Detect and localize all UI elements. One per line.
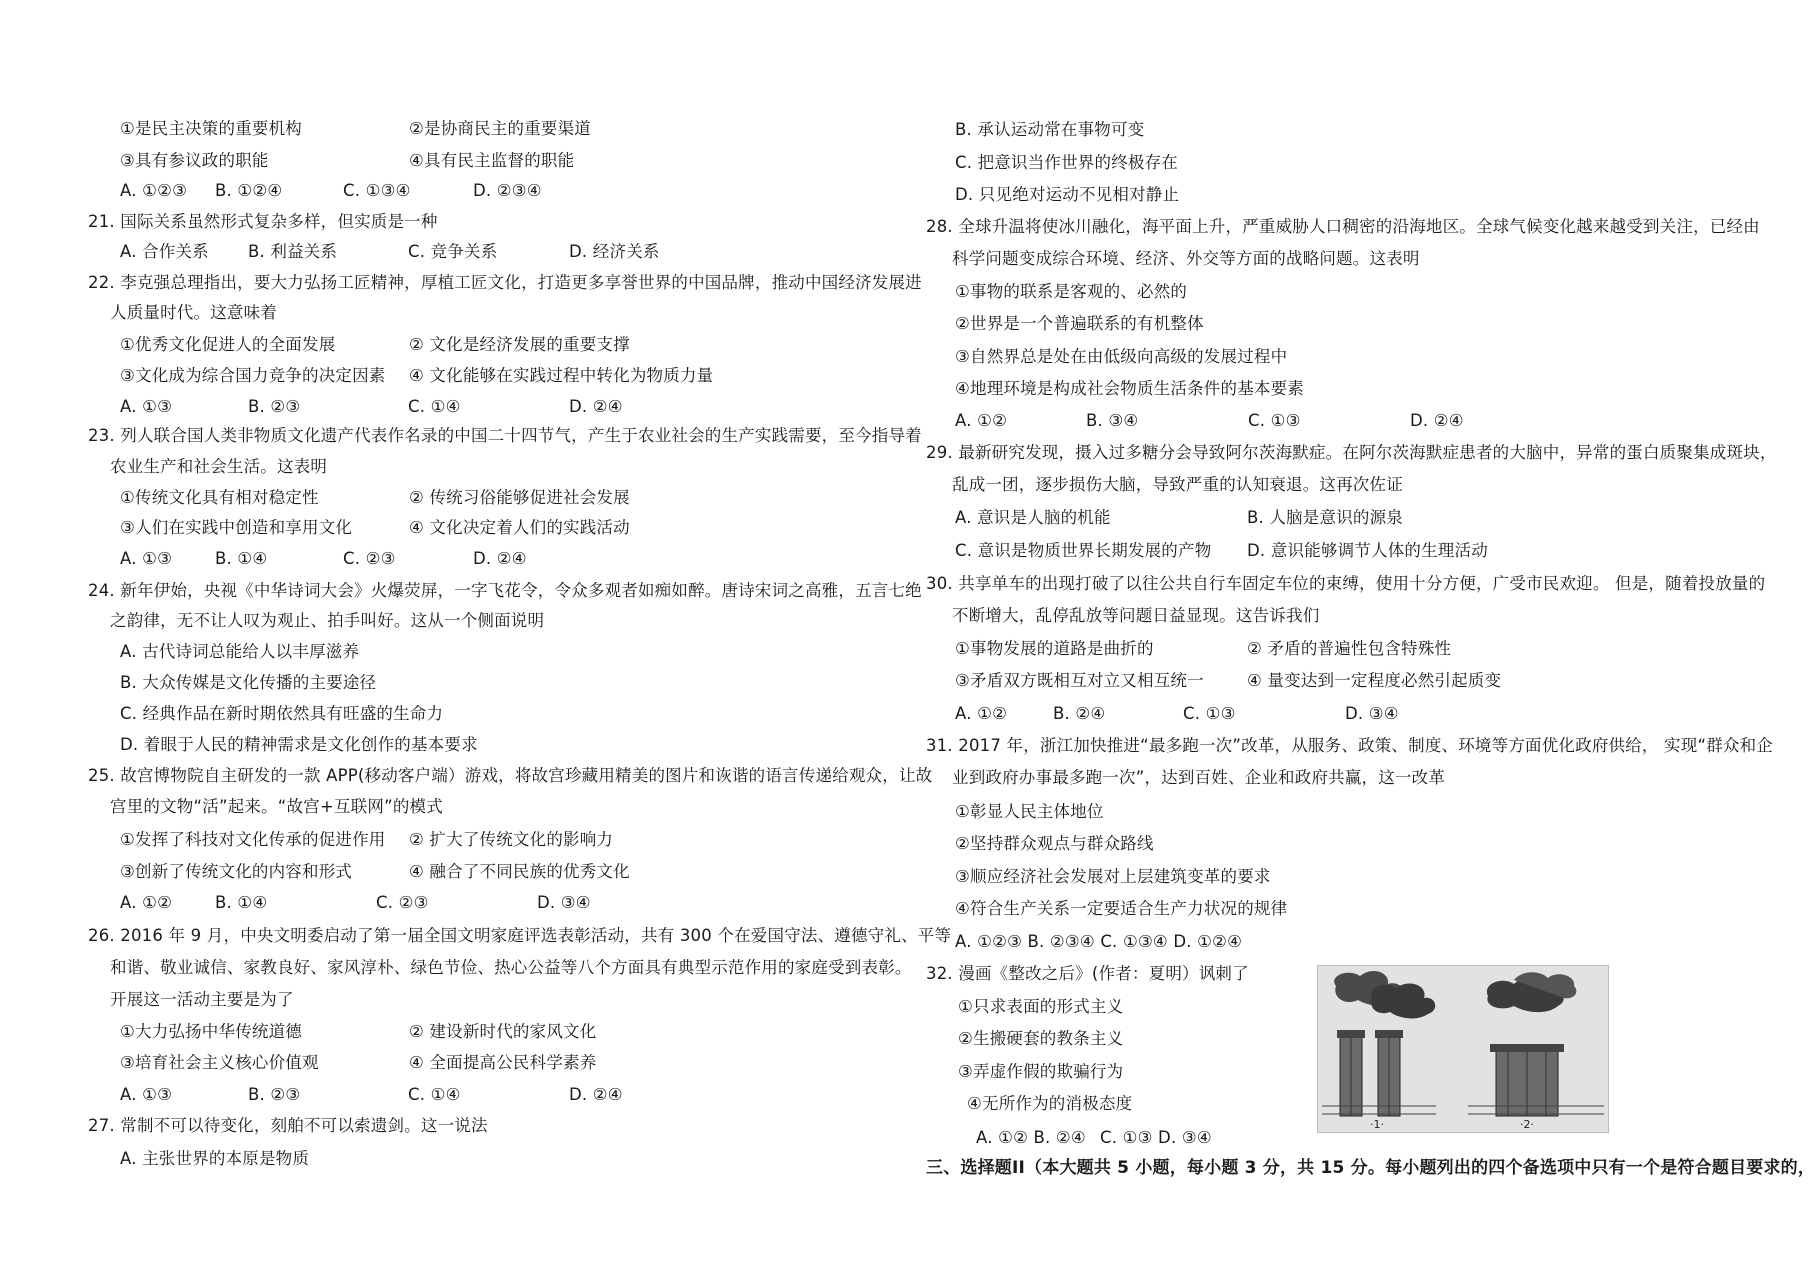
option-line: ③弄虚作假的欺骗行为 — [958, 1062, 1124, 1081]
option-line: ②是协商民主的重要渠道 — [409, 119, 591, 138]
answer-choice: C. 意识是物质世界长期发展的产物 — [955, 541, 1212, 560]
question-stem: 32. 漫画《整改之后》(作者：夏明）讽刺了 — [926, 964, 1249, 983]
question-stem: 21. 国际关系虽然形式复杂多样，但实质是一种 — [88, 212, 438, 231]
question-stem: 人质量时代。这意味着 — [110, 303, 277, 322]
answer-choice: D. ②④ — [569, 397, 623, 416]
answer-choice: B. ②③ — [248, 1085, 301, 1104]
answer-choice: A. ①② B. ②④ — [976, 1128, 1086, 1147]
answer-choice: B. ①④ — [215, 893, 268, 912]
option-line: ③文化成为综合国力竞争的决定因素 — [120, 366, 386, 385]
question-stem: 乱成一团，逐步损伤大脑，导致严重的认知衰退。这再次佐证 — [952, 475, 1403, 494]
answer-choice: C. ①④ — [408, 397, 461, 416]
panel-label-2: ·2· — [1520, 1118, 1534, 1131]
answer-choice: A. ①②③ — [120, 181, 188, 200]
question-stem: 23. 列人联合国人类非物质文化遗产代表作名录的中国二十四节气，产生于农业社会的生产实践需要，至今指导着 — [88, 426, 922, 445]
question-stem: 30. 共享单车的出现打破了以往公共自行车固定车位的束缚，使用十分方便，广受市民欢迎。 但是，随着投放量的 — [926, 574, 1766, 593]
answer-choice: B. 承认运动常在事物可变 — [955, 120, 1145, 139]
answer-choice: D. ②④ — [569, 1085, 623, 1104]
answer-choice: D. ③④ — [1345, 704, 1399, 723]
answer-choice: A. ①②③ B. ②③④ C. ①③④ D. ①②④ — [955, 932, 1243, 951]
option-line: ② 文化是经济发展的重要支撑 — [409, 335, 630, 354]
answer-choice: C. ①④ — [408, 1085, 461, 1104]
answer-choice: A. 主张世界的本原是物质 — [120, 1149, 310, 1168]
option-line: ①发挥了科技对文化传承的促进作用 — [120, 830, 386, 849]
answer-choice: C. ②③ — [343, 549, 396, 568]
option-line: ② 传统习俗能够促进社会发展 — [409, 488, 630, 507]
option-line: ①传统文化具有相对稳定性 — [120, 488, 319, 507]
option-line: ② 矛盾的普遍性包含特殊性 — [1247, 639, 1452, 658]
option-line: ④具有民主监督的职能 — [409, 151, 575, 170]
option-line: ④无所作为的消极态度 — [967, 1094, 1133, 1113]
answer-choice: C. ①③ — [1183, 704, 1236, 723]
option-line: ③自然界总是处在由低级向高级的发展过程中 — [955, 347, 1288, 366]
answer-choice: B. 大众传媒是文化传播的主要途径 — [120, 673, 377, 692]
answer-choice: A. 合作关系 — [120, 242, 209, 261]
option-line: ③矛盾双方既相互对立又相互统一 — [955, 671, 1204, 690]
answer-choice: A. 古代诗词总能给人以丰厚滋养 — [120, 642, 360, 661]
answer-choice: D. 只见绝对运动不见相对静止 — [955, 185, 1180, 204]
question-stem: 和谐、敬业诚信、家教良好、家风淳朴、绿色节俭、热心公益等八个方面具有典型示范作用的家庭受到表彰。 — [110, 958, 912, 977]
answer-choice: C. ②③ — [376, 893, 429, 912]
answer-choice: D. ②④ — [473, 549, 527, 568]
question-stem: 24. 新年伊始，央视《中华诗词大会》火爆荧屏，一字飞花令，令众多观者如痴如醉。唐诗宋词之高雅，五言七绝 — [88, 581, 922, 600]
option-line: ② 建设新时代的家风文化 — [409, 1022, 597, 1041]
option-line: ①事物发展的道路是曲折的 — [955, 639, 1154, 658]
option-line: ③顺应经济社会发展对上层建筑变革的要求 — [955, 867, 1271, 886]
option-line: ④ 融合了不同民族的优秀文化 — [409, 862, 630, 881]
cartoon-image — [1317, 965, 1609, 1133]
question-stem: 29. 最新研究发现，摄入过多糖分会导致阿尔茨海默症。在阿尔茨海默症患者的大脑中，异常的蛋白质聚集成斑块， — [926, 443, 1777, 462]
answer-choice: B. ①②④ — [215, 181, 283, 200]
answer-choice: B. ①④ — [215, 549, 268, 568]
question-stem: 不断增大，乱停乱放等问题日益显现。这告诉我们 — [952, 606, 1320, 625]
answer-choice: A. ①② — [955, 411, 1008, 430]
option-line: ②世界是一个普遍联系的有机整体 — [955, 314, 1204, 333]
answer-choice: A. ①② — [120, 893, 173, 912]
answer-choice: C. ①③ D. ③④ — [1100, 1128, 1212, 1147]
answer-choice: A. 意识是人脑的机能 — [955, 508, 1111, 527]
option-line: ④ 文化能够在实践过程中转化为物质力量 — [409, 366, 714, 385]
question-stem: 科学问题变成综合环境、经济、外交等方面的战略问题。这表明 — [952, 249, 1420, 268]
option-line: ④符合生产关系一定要适合生产力状况的规律 — [955, 899, 1288, 918]
question-stem: 开展这一活动主要是为了 — [110, 990, 294, 1009]
answer-choice: B. 利益关系 — [248, 242, 338, 261]
option-line: ①事物的联系是客观的、必然的 — [955, 282, 1188, 301]
option-line: ②坚持群众观点与群众路线 — [955, 834, 1154, 853]
question-stem: 农业生产和社会生活。这表明 — [110, 457, 328, 476]
panel-label-1: ·1· — [1370, 1118, 1384, 1131]
answer-choice: D. 意识能够调节人体的生理活动 — [1247, 541, 1488, 560]
answer-choice: C. ①③ — [1248, 411, 1301, 430]
option-line: ①是民主决策的重要机构 — [120, 119, 302, 138]
option-line: ③人们在实践中创造和享用文化 — [120, 518, 353, 537]
option-line: ③具有参议政的职能 — [120, 151, 269, 170]
option-line: ② 扩大了传统文化的影响力 — [409, 830, 614, 849]
answer-choice: D. ②③④ — [473, 181, 542, 200]
answer-choice: A. ①③ — [120, 397, 173, 416]
answer-choice: C. 把意识当作世界的终极存在 — [955, 153, 1179, 172]
question-stem: 27. 常制不可以待变化，刻舶不可以索遗剑。这一说法 — [88, 1116, 488, 1135]
option-line: ①只求表面的形式主义 — [958, 997, 1124, 1016]
option-line: ①彰显人民主体地位 — [955, 802, 1104, 821]
answer-choice: D. 着眼于人民的精神需求是文化创作的基本要求 — [120, 735, 478, 754]
answer-choice: D. 经济关系 — [569, 242, 660, 261]
question-stem: 26. 2016 年 9 月，中央文明委启动了第一届全国文明家庭评选表彰活动，共有 300 个在爱国守法、遵德守礼、平等 — [88, 926, 952, 945]
question-stem: 25. 故宫博物院自主研发的一款 APP(移动客户端）游戏，将故宫珍藏用精美的图片和诙谐的语言传递给观众，让故 — [88, 766, 933, 785]
question-stem: 31. 2017 年，浙江加快推进“最多跑一次”改革，从服务、政策、制度、环境等方面优化政府供给， 实现“群众和企 — [926, 736, 1774, 755]
answer-choice: A. ①② — [955, 704, 1008, 723]
section-heading: 三、选择题II（本大题共 5 小题，每小题 3 分，共 15 分。每小题列出的四个备选项中只有一个是符合题目要求的， — [926, 1158, 1816, 1178]
option-line: ③创新了传统文化的内容和形式 — [120, 862, 353, 881]
answer-choice: C. 经典作品在新时期依然具有旺盛的生命力 — [120, 704, 444, 723]
question-stem: 宫里的文物“活”起来。“故宫+互联网”的模式 — [110, 797, 443, 816]
option-line: ①大力弘扬中华传统道德 — [120, 1022, 302, 1041]
option-line: ④ 量变达到一定程度必然引起质变 — [1247, 671, 1502, 690]
option-line: ④ 文化决定着人们的实践活动 — [409, 518, 630, 537]
answer-choice: D. ②④ — [1410, 411, 1464, 430]
answer-choice: D. ③④ — [537, 893, 591, 912]
answer-choice: C. ①③④ — [343, 181, 411, 200]
option-line: ④ 全面提高公民科学素养 — [409, 1053, 597, 1072]
option-line: ④地理环境是构成社会物质生活条件的基本要素 — [955, 379, 1304, 398]
option-line: ②生搬硬套的教条主义 — [958, 1029, 1124, 1048]
answer-choice: A. ①③ — [120, 549, 173, 568]
answer-choice: B. 人脑是意识的源泉 — [1247, 508, 1404, 527]
answer-choice: A. ①③ — [120, 1085, 173, 1104]
cartoon-drawing — [1318, 966, 1608, 1132]
question-stem: 28. 全球升温将使冰川融化，海平面上升，严重威胁人口稠密的沿海地区。全球气候变化越来越受到关注，已经由 — [926, 217, 1760, 236]
question-stem: 业到政府办事最多跑一次”，达到百姓、企业和政府共赢，这一改革 — [952, 768, 1446, 787]
question-stem: 22. 李克强总理指出，要大力弘扬工匠精神，厚植工匠文化，打造更多享誉世界的中国品牌，推动中国经济发展进 — [88, 273, 922, 292]
answer-choice: C. 竞争关系 — [408, 242, 498, 261]
option-line: ①优秀文化促进人的全面发展 — [120, 335, 336, 354]
answer-choice: B. ③④ — [1086, 411, 1139, 430]
option-line: ③培育社会主义核心价值观 — [120, 1053, 319, 1072]
answer-choice: B. ②③ — [248, 397, 301, 416]
answer-choice: B. ②④ — [1053, 704, 1106, 723]
question-stem: 之韵律，无不让人叹为观止、拍手叫好。这从一个侧面说明 — [110, 611, 545, 630]
